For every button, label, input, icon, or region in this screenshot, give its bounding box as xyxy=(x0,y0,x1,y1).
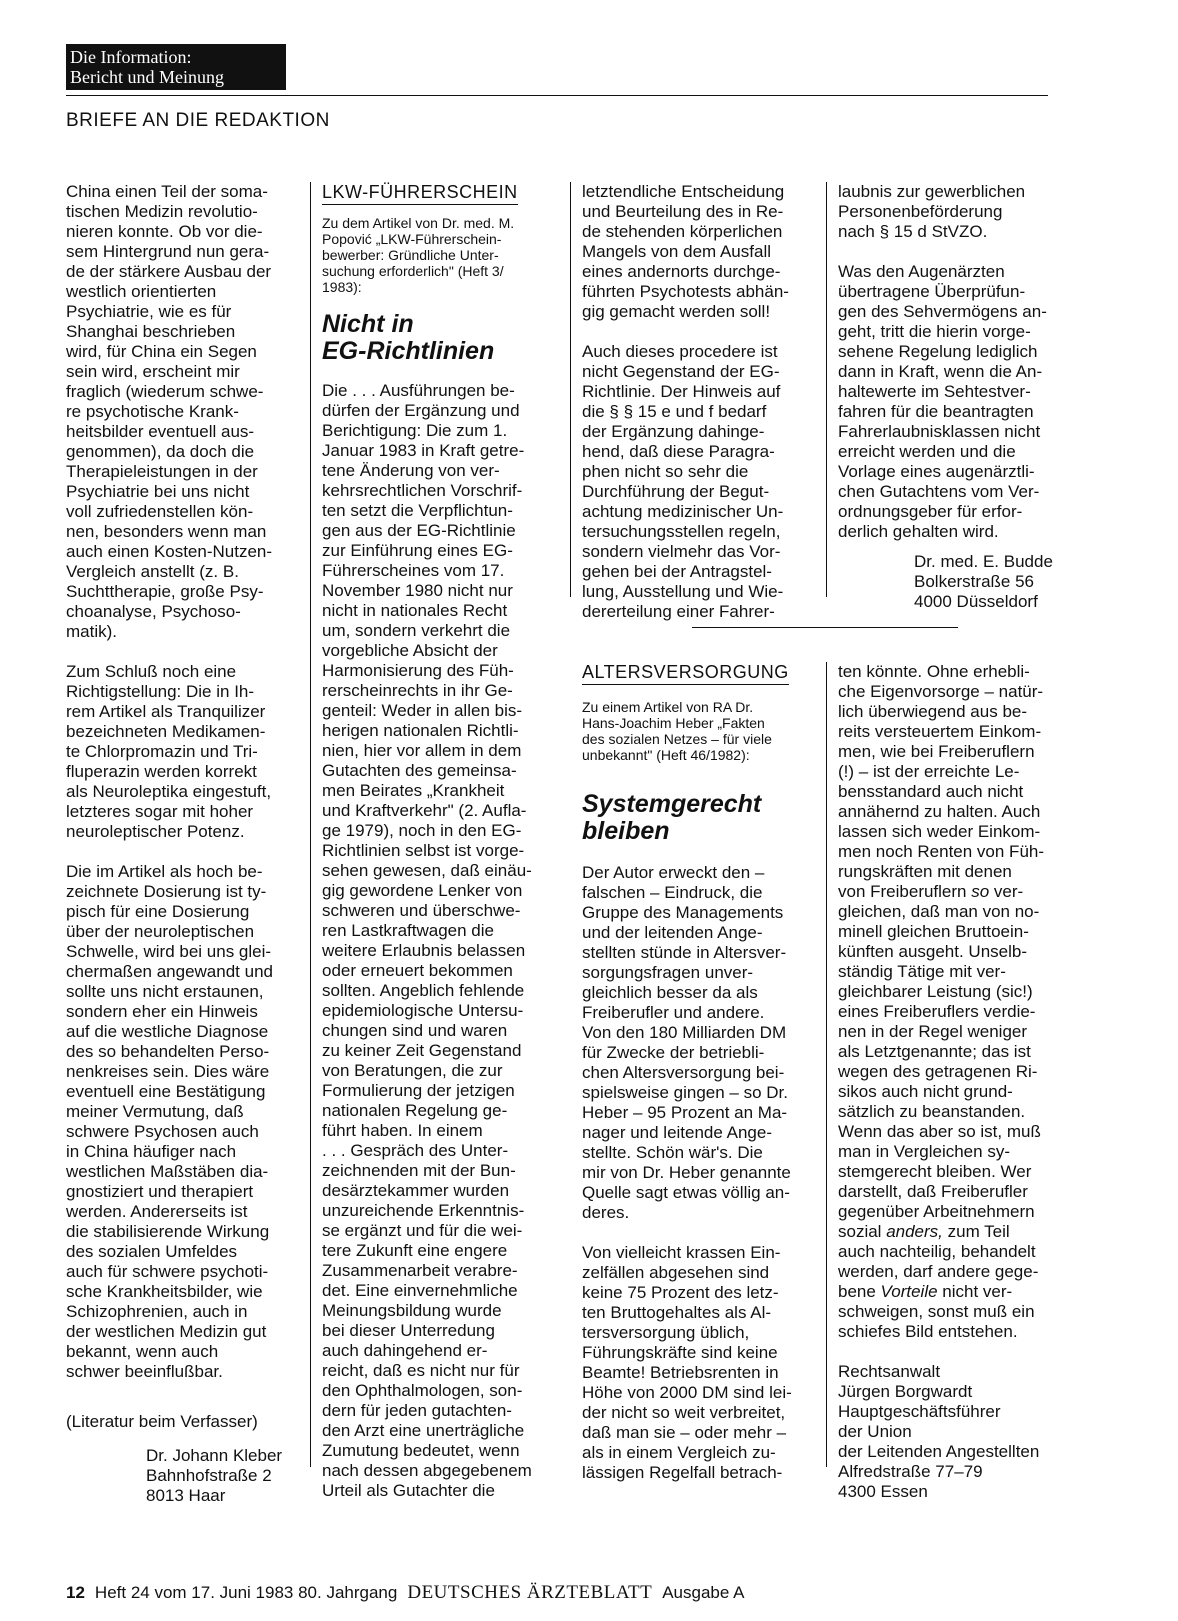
column-4-top xyxy=(838,182,1070,612)
col1-paragraph-2: Zum Schluß noch eine Richtigstellung: Die in Ih- rem Artikel als Tranquilizer bezeichneten Medikamen- te Chlorpromazin und Tri- fluperazin werden korrekt als Neuroleptika eingestuft, letzteres sogar mit hoher neuroleptischer Potenz. xyxy=(66,662,272,841)
col4-paragraph-2: Was den Augenärzten übertragene Überprüfun- gen des Sehvermögens an- geht, tritt die hierin vorge- sehene Regelung lediglich dann in Kraft, wenn die An- haltewerte im Sehtestver- fahren für die beantragten Fahrerlaubnisklassen nicht erreicht werden und die Vorlage eines augenärztli- chen Gutachtens vom Ver- ordnungsgeber für erfor- derlich gehalten wird. xyxy=(838,262,1047,541)
column-3-top xyxy=(582,182,814,642)
kicker-lkw: LKW-FÜHRERSCHEIN xyxy=(322,182,518,205)
column-divider-4 xyxy=(826,662,827,1467)
text-run: ten könnte. Ohne erhebli- che Eigenvorsorge – natür- lich überwiegend aus be- reits versteuertem Einkom- men, wie bei Freiberuflern (!) – ist der erreichte Le- bensstandard auch nicht annähernd zu halten. Auch lassen sich weder Einkom- men noch Renten von Füh- rungskräften mit denen von Freiberuflern xyxy=(838,662,1045,901)
text-run: ver- gleichen, daß man von no- minell gleichen Bruttoein- künften ausgeht. Unselb- ständig Tätige mit ver- gleichbarer Leistung (sic!) eines Freiberuflers verdie- nen in der Regel weniger als Letztgenannte; das ist wegen des getragenen Ri- sikos auch nicht grund- sätzlich zu beanstanden. Wenn das aber so ist, muß man in Vergleichen sy- stemgerecht bleiben. Wer darstellt, daß Freiberufler gegenüber Arbeitnehmern sozial xyxy=(838,882,1041,1241)
badge-line-1: Die Information: xyxy=(70,47,192,67)
col1-paragraph-1: China einen Teil der soma- tischen Medizin revolutio- nieren konnte. Ob vor die- sem Hintergrund nun gera- de der stärkere Ausbau der westlich orientierten Psychiatrie, wie es für Shanghai beschrieben wird, für China ein Segen sein wird, erscheint mir fraglich (wiederum schwe- re psychotische Krank- heitsbilder eventuell aus- genommen), da doch die Therapieleistungen in der Psychiatrie bei uns nicht voll zufriedenstellen kön- nen, besonders wenn man auch einen Kosten-Nutzen- Vergleich anstellt (z. B. Suchttherapie, große Psy- choanalyse, Psychoso- matik). xyxy=(66,182,273,641)
emphasis-so: so xyxy=(971,882,990,901)
text-run: nicht ver- schweigen, sonst muß ein schiefes Bild entstehen. xyxy=(838,1282,1035,1341)
column-4-bottom xyxy=(838,662,1070,1502)
page-number: 12 xyxy=(66,1583,85,1602)
column-1 xyxy=(66,182,298,1506)
alters-paragraph-1: Der Autor erweckt den – falschen – Eindruck, die Gruppe des Managements und der leitenden Ange- stellten stünde in Altersver- sorgungsfragen unver- gleichlich besser da als Freiberufler und andere. Von den 180 Milliarden DM für Zwecke der betriebli- chen Altersversorgung bei- spielsweise gingen – so Dr. Heber – 95 Prozent an Ma- nager und leitende Ange- stellte. Schön wär's. Die mir von Dr. Heber genannte Quelle sagt etwas völlig an- deres. xyxy=(582,863,791,1222)
signature-borgwardt: Rechtsanwalt Jürgen Borgwardt Hauptgeschäftsführer der Union der Leitenden Angestellten Alfredstraße 77–79 4300 Essen xyxy=(838,1362,1040,1501)
signature-budde: Dr. med. E. Budde Bolkerstraße 56 4000 Düsseldorf xyxy=(914,552,1053,611)
literature-note: (Literatur beim Verfasser) xyxy=(66,1412,258,1431)
section-badge xyxy=(66,44,286,90)
intro-alters: Zu einem Artikel von RA Dr. Hans-Joachim Heber „Fakten des sozialen Netzes – für viele unbekannt" (Heft 46/1982): xyxy=(582,699,772,763)
headline-alters: Systemgerecht bleiben xyxy=(582,790,762,845)
kicker-alters: ALTERSVERSORGUNG xyxy=(582,662,789,685)
header-rule xyxy=(66,95,1048,96)
intro-lkw: Zu dem Artikel von Dr. med. M. Popović „LKW-Führerschein- bewerber: Gründliche Unter- suchung erforderlich" (Heft 3/ 1983): xyxy=(322,215,515,295)
edition: Ausgabe A xyxy=(662,1583,745,1602)
column-divider-3 xyxy=(826,182,827,597)
col4-paragraph-1: laubnis zur gewerblichen Personenbeförderung nach § 15 d StVZO. xyxy=(838,182,1026,241)
column-2 xyxy=(322,182,558,1521)
emphasis-vorteile: Vorteile xyxy=(880,1282,938,1301)
alters-paragraph-2: Von vielleicht krassen Ein- zelfällen abgesehen sind keine 75 Prozent des letz- ten Bruttogehaltes als Al- tersversorgung üblich, Führungskräfte sind keine Beamte! Betriebsrenten in Höhe von 2000 DM sind lei- der nicht so weit verbreitet, daß man sie – oder mehr – als in einem Vergleich zu- lässigen Regelfall betrach- xyxy=(582,1243,792,1482)
emphasis-anders: anders, xyxy=(886,1222,943,1241)
issue-info: Heft 24 vom 17. Juni 1983 80. Jahrgang xyxy=(94,1583,398,1602)
headline-lkw: Nicht in EG-Richtlinien xyxy=(322,310,495,365)
column-3-bottom xyxy=(582,662,814,1503)
signature-kleber: Dr. Johann Kleber Bahnhofstraße 2 8013 Haar xyxy=(146,1446,283,1505)
body-lkw: Die . . . Ausführungen be- dürfen der Ergänzung und Berichtigung: Die zum 1. Januar 1983 in Kraft getre- tene Änderung von ver- kehrsrechtlichen Vorschrif- ten setzt die Verpflichtun- gen aus der EG-Richtlinie zur Einführung eines EG- Führerscheines vom 17. November 1980 nicht nur nicht in nationales Recht um, sondern verkehrt die vorgebliche Absicht der Harmonisierung des Füh- rerscheinrechts in ihr Ge- genteil: Weder in allen bis- herigen nationalen Richtli- nien, hier vor allem in dem Gutachten des gemeinsa- men Beirates „Krankheit und Kraftverkehr" (2. Aufla- ge 1979), noch in den EG- Richtlinien selbst ist vorge- sehen gewesen, daß einäu- gig gewordene Lenker von schweren und überschwe- ren Lastkraftwagen die weitere Erlaubnis belassen oder erneuert bekommen sollten. Angeblich fehlende epidemiologische Untersu- chungen sind und waren zu keiner Zeit Gegenstand von Beratungen, die zur Formulierung der jetzigen nationalen Regelung ge- führt haben. In einem . . . Gespräch des Unter- zeichnenden mit der Bun- desärztekammer wurden unzureichende Erkenntnis- se ergänzt und für die wei- tere Zukunft eine engere Zusammenarbeit verabre- det. Eine einvernehmliche Meinungsbildung wurde bei dieser Unterredung auch dahingehend er- reicht, daß es nicht nur für den Ophthalmologen, son- dern für jeden gutachten- den Arzt eine unerträgliche Zumutung bedeutet, wenn nach dessen abgegebenem Urteil als Gutachter die xyxy=(322,381,532,1500)
col3-paragraph-2: Auch dieses procedere ist nicht Gegenstand der EG- Richtlinie. Der Hinweis auf die § § 15 e und f bedarf der Ergänzung dahinge- hend, daß diese Paragra- phen nicht so sehr die Durchführung der Begut- achtung medizinischer Un- tersuchungsstellen regeln, sondern vielmehr das Vor- gehen bei der Antragstel- lung, Ausstellung und Wie- dererteilung einer Fahrer- xyxy=(582,342,784,621)
column-divider-2 xyxy=(570,182,571,597)
article-separator xyxy=(692,627,958,628)
col1-paragraph-3: Die im Artikel als hoch be- zeichnete Dosierung ist ty- pisch für eine Dosierung über der neuroleptischen Schwelle, wird bei uns glei- chermaßen angewandt und sollte uns nicht erstaunen, sondern eher ein Hinweis auf die westliche Diagnose des so behandelten Perso- nenkreises sein. Dies wäre eventuell eine Bestätigung meiner Vermutung, daß schwere Psychosen auch in China häufiger nach westlichen Maßstäben dia- gnostiziert und therapiert werden. Andererseits ist die stabilisierende Wirkung des sozialen Umfeldes auch für schwere psychoti- sche Krankheitsbilder, wie Schizophrenien, auch in der westlichen Medizin gut bekannt, wenn auch schwer beeinflußbar. xyxy=(66,862,273,1381)
column-divider-1 xyxy=(310,182,311,1467)
page-footer xyxy=(66,1582,744,1604)
col3-paragraph-1: letztendliche Entscheidung und Beurteilung des in Re- de stehenden körperlichen Mangels von dem Ausfall eines andernorts durchge- führten Psychotests abhän- gig gemacht werden soll! xyxy=(582,182,789,321)
magazine-name: DEUTSCHES ÄRZTEBLATT xyxy=(407,1582,653,1603)
badge-line-2: Bericht und Meinung xyxy=(70,67,224,87)
section-title: BRIEFE AN DIE REDAKTION xyxy=(66,110,330,131)
text-run: zum Teil auch nachteilig, behandelt werden, darf andere gege- bene xyxy=(838,1222,1039,1301)
alters-paragraph-3 xyxy=(838,662,1070,1342)
